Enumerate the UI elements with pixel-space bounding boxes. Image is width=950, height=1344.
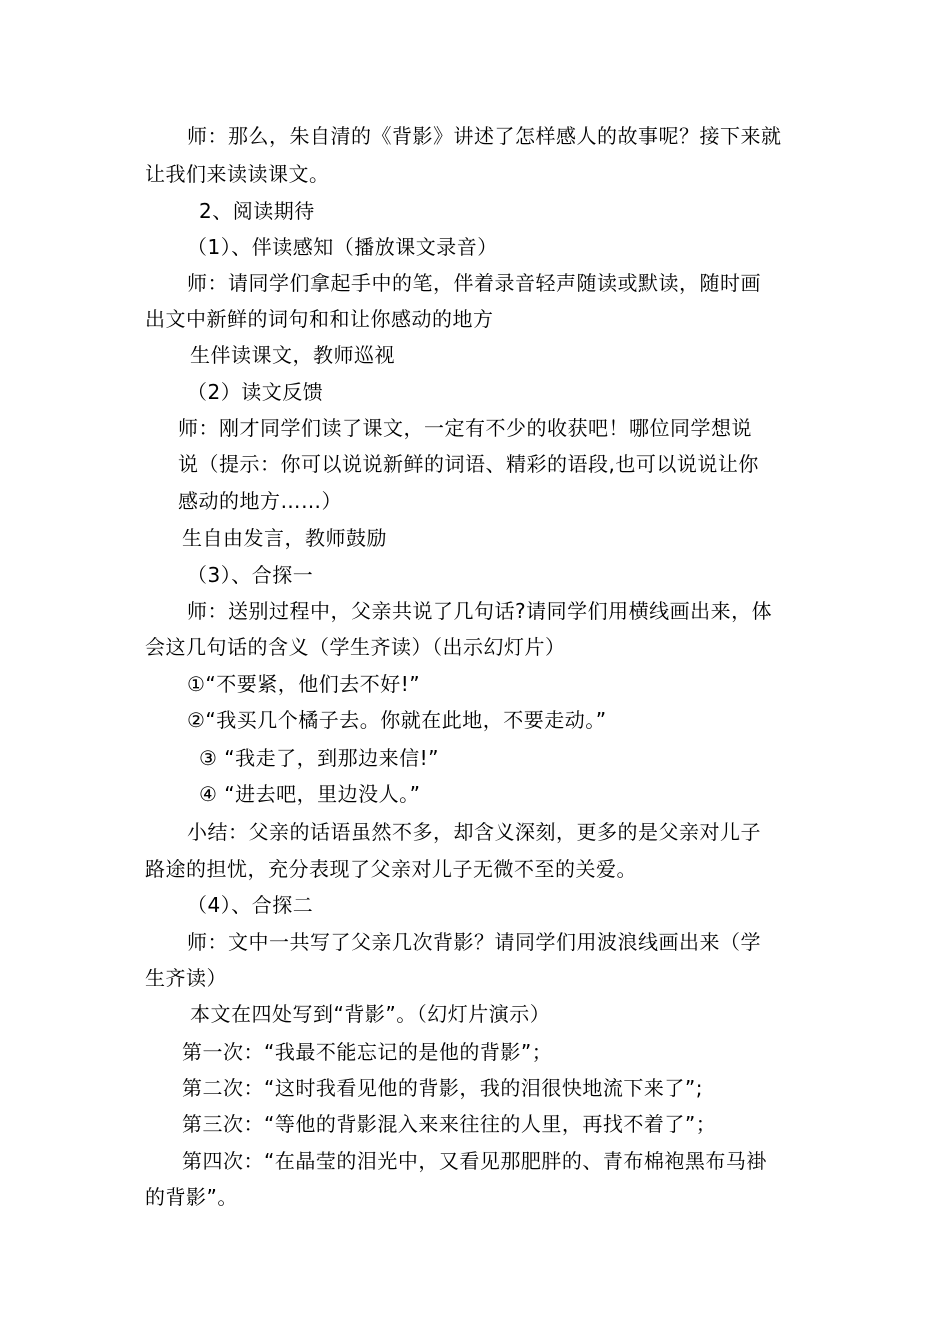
text-line: 生自由发言，教师鼓励	[182, 526, 387, 550]
text-line: ①“不要紧，他们去不好!”	[187, 672, 421, 696]
text-line: 生齐读）	[145, 966, 227, 990]
text-line: 师：那么，朱自清的《背影》讲述了怎样感人的故事呢？接下来就	[187, 124, 782, 148]
text-line: 的背影”。	[145, 1185, 238, 1209]
text-line: 小结：父亲的话语虽然不多，却含义深刻，更多的是父亲对儿子	[187, 820, 761, 844]
text-line: 说（提示：你可以说说新鲜的词语、精彩的语段,也可以说说让你	[178, 452, 759, 476]
text-line: 师：刚才同学们读了课文，一定有不少的收获吧！哪位同学想说	[178, 416, 752, 440]
text-line: （3）、合探一	[187, 563, 314, 587]
text-line: 本文在四处写到“背影”。（幻灯片演示）	[190, 1002, 551, 1026]
text-line: 第三次：“等他的背影混入来来往往的人里，再找不着了”；	[182, 1112, 717, 1136]
text-line: 师：送别过程中，父亲共说了几句话?请同学们用横线画出来，体	[187, 599, 773, 623]
text-line: 路途的担忧，充分表现了父亲对儿子无微不至的关爱。	[145, 857, 637, 881]
text-line: （1）、伴读感知（播放课文录音）	[187, 235, 498, 259]
text-line: ④ “进去吧，里边没人。”	[199, 782, 421, 806]
text-line: 让我们来读读课文。	[145, 162, 330, 186]
text-line: 师：文中一共写了父亲几次背影？请同学们用波浪线画出来（学	[187, 930, 761, 954]
text-line: 会这几句话的含义（学生齐读）（出示幻灯片）	[145, 635, 566, 659]
text-line: 生伴读课文，教师巡视	[190, 343, 395, 367]
text-line: ②“我买几个橘子去。你就在此地，不要走动。”	[187, 708, 607, 732]
text-line: 感动的地方……）	[178, 489, 342, 513]
text-line: 第四次：“在晶莹的泪光中，又看见那肥胖的、青布棉袍黑布马褂	[182, 1149, 767, 1173]
text-line: ③ “我走了，到那边来信!”	[199, 746, 440, 770]
text-line: （4）、合探二	[187, 893, 314, 917]
text-line: 出文中新鲜的词句和和让你感动的地方	[145, 307, 494, 331]
text-line: 师：请同学们拿起手中的笔，伴着录音轻声随读或默读，随时画	[187, 271, 761, 295]
text-line: 第一次：“我最不能忘记的是他的背影”；	[182, 1040, 553, 1064]
text-line: 第二次：“这时我看见他的背影，我的泪很快地流下来了”;	[182, 1076, 703, 1100]
text-line: 2、阅读期待	[199, 199, 315, 223]
text-line: （2）读文反馈	[187, 380, 324, 404]
